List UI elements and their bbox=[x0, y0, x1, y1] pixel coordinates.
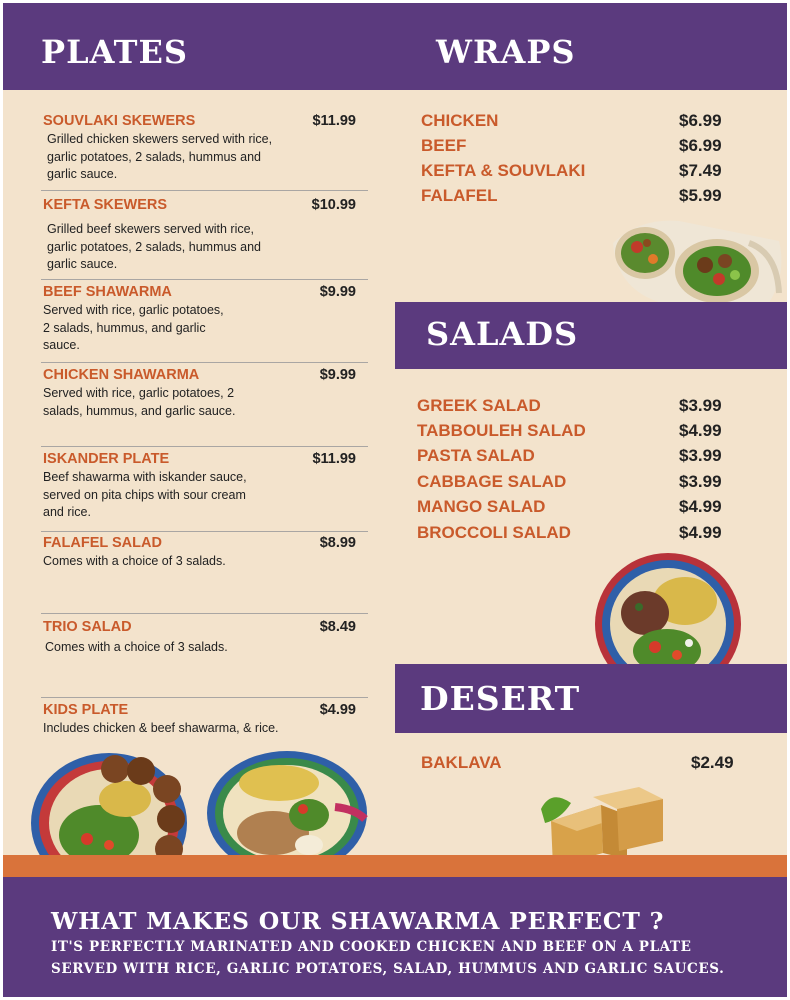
desert-price: $2.49 bbox=[691, 753, 734, 772]
salad-price: $4.99 bbox=[679, 497, 722, 516]
plate-item-chicken-shawarma bbox=[41, 367, 368, 447]
desert-name: BAKLAVA bbox=[421, 753, 502, 772]
plate-description: Served with rice, garlic potatoes, 2 salads, hummus, and garlic sauce. bbox=[43, 386, 236, 418]
menu-page bbox=[3, 3, 787, 997]
salad-price: $3.99 bbox=[679, 472, 722, 491]
wrap-name: KEFTA & SOUVLAKI bbox=[421, 161, 586, 180]
salad-row-greek bbox=[417, 396, 733, 418]
wrap-row-chicken bbox=[421, 111, 731, 133]
wrap-price: $6.99 bbox=[679, 111, 722, 130]
plate-item-souvlaki-skewers bbox=[41, 113, 368, 191]
salad-row-broccoli bbox=[417, 523, 733, 545]
salad-name: PASTA SALAD bbox=[417, 446, 535, 465]
wrap-name: BEEF bbox=[421, 136, 467, 155]
salad-name: TABBOULEH SALAD bbox=[417, 421, 586, 440]
wrap-name: FALAFEL bbox=[421, 186, 498, 205]
banner-text-line-1: IT'S PERFECTLY MARINATED AND COOKED CHICKEN AND BEEF ON A PLATE bbox=[51, 939, 692, 955]
plate-item-falafel-salad bbox=[41, 535, 368, 614]
plate-price: $8.99 bbox=[319, 535, 356, 551]
salad-row-tabbouleh bbox=[417, 421, 733, 443]
salad-price: $4.99 bbox=[679, 421, 722, 440]
salad-name: MANGO SALAD bbox=[417, 497, 546, 516]
salad-price: $3.99 bbox=[679, 396, 722, 415]
wrap-price: $7.49 bbox=[679, 161, 722, 180]
salad-row-mango bbox=[417, 497, 733, 519]
plate-description: Served with rice, garlic potatoes, 2 salads, hummus, and garlic sauce. bbox=[43, 303, 224, 352]
salads-title: SALADS bbox=[426, 315, 579, 353]
plate-description: Includes chicken & beef shawarma, & rice. bbox=[43, 721, 279, 735]
salad-name: BROCCOLI SALAD bbox=[417, 523, 571, 542]
bottom-banner bbox=[3, 877, 787, 997]
plate-price: $8.49 bbox=[319, 619, 356, 635]
wrap-name: CHICKEN bbox=[421, 111, 499, 130]
wrap-row-kefta-souvlaki bbox=[421, 161, 731, 183]
salad-name: GREEK SALAD bbox=[417, 396, 541, 415]
plates-title: PLATES bbox=[41, 33, 188, 71]
salad-name: CABBAGE SALAD bbox=[417, 472, 567, 491]
plate-item-beef-shawarma bbox=[41, 284, 368, 363]
plate-price: $9.99 bbox=[319, 367, 356, 383]
plate-name: BEEF SHAWARMA bbox=[43, 284, 172, 300]
plate-description: Grilled beef skewers served with rice, garlic potatoes, 2 salads, hummus and garlic sauce. bbox=[47, 222, 262, 271]
plate-description: Grilled chicken skewers served with rice, garlic potatoes, 2 salads, hummus and garlic sauce. bbox=[47, 132, 273, 181]
plate-description: Beef shawarma with iskander sauce, served on pita chips with sour cream and rice. bbox=[43, 470, 247, 519]
wrap-sandwich-image bbox=[609, 213, 787, 313]
plate-price: $11.99 bbox=[312, 113, 356, 129]
plate-name: ISKANDER PLATE bbox=[43, 451, 170, 467]
plate-name: TRIO SALAD bbox=[43, 619, 132, 635]
wrap-price: $6.99 bbox=[679, 136, 722, 155]
plate-price: $10.99 bbox=[311, 197, 356, 213]
plate-name: KIDS PLATE bbox=[43, 702, 129, 718]
plate-name: KEFTA SKEWERS bbox=[43, 197, 168, 213]
wraps-title: WRAPS bbox=[436, 33, 576, 71]
plate-name: FALAFEL SALAD bbox=[43, 535, 162, 551]
salad-price: $4.99 bbox=[679, 523, 722, 542]
salad-price: $3.99 bbox=[679, 446, 722, 465]
wrap-price: $5.99 bbox=[679, 186, 722, 205]
plate-price: $11.99 bbox=[312, 451, 356, 467]
desert-title: DESERT bbox=[420, 679, 581, 718]
plate-description: Comes with a choice of 3 salads. bbox=[45, 640, 228, 654]
orange-accent-strip bbox=[3, 855, 787, 877]
salad-row-pasta bbox=[417, 446, 733, 468]
banner-title: WHAT MAKES OUR SHAWARMA PERFECT ? bbox=[51, 907, 665, 935]
plate-name: SOUVLAKI SKEWERS bbox=[43, 113, 196, 129]
wrap-row-beef bbox=[421, 136, 731, 158]
salad-row-cabbage bbox=[417, 472, 733, 494]
plate-item-iskander-plate bbox=[41, 451, 368, 532]
banner-text-line-2: SERVED WITH RICE, GARLIC POTATOES, SALAD, HUMMUS AND GARLIC SAUCES. bbox=[51, 961, 725, 977]
desert-row-baklava bbox=[421, 753, 743, 775]
plate-name: CHICKEN SHAWARMA bbox=[43, 367, 200, 383]
plate-item-kids-plate bbox=[41, 702, 368, 742]
plate-item-kefta-skewers bbox=[41, 197, 368, 280]
wrap-row-falafel bbox=[421, 186, 731, 208]
plate-price: $4.99 bbox=[319, 702, 356, 718]
plate-description: Comes with a choice of 3 salads. bbox=[43, 554, 226, 568]
plate-item-trio-salad bbox=[41, 619, 368, 698]
plate-price: $9.99 bbox=[319, 284, 356, 300]
